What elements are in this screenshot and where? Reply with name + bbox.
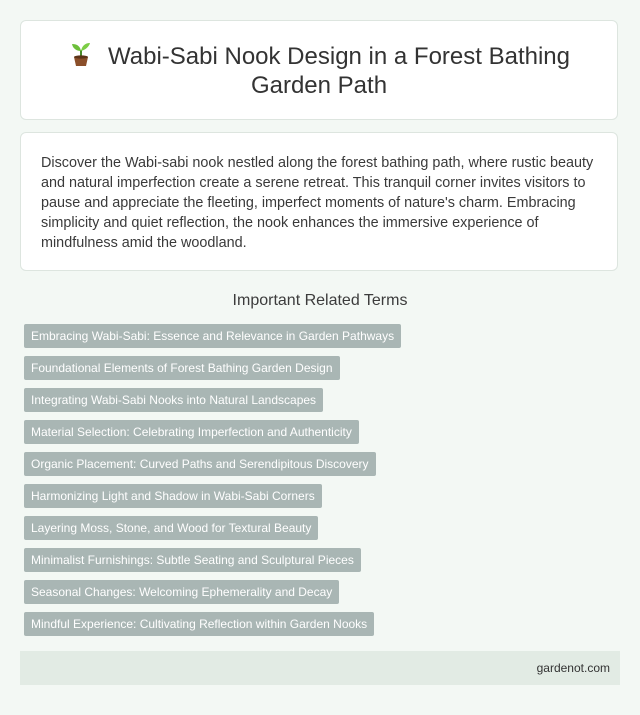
sprout-icon <box>68 41 94 67</box>
term-chip[interactable]: Foundational Elements of Forest Bathing Garden Design <box>24 356 340 380</box>
term-chip[interactable]: Mindful Experience: Cultivating Reflection within Garden Nooks <box>24 612 374 636</box>
term-chip[interactable]: Minimalist Furnishings: Subtle Seating and Sculptural Pieces <box>24 548 361 572</box>
related-terms-list <box>24 324 616 644</box>
related-terms-heading: Important Related Terms <box>232 292 408 309</box>
term-chip[interactable]: Material Selection: Celebrating Imperfection and Authenticity <box>24 420 359 444</box>
term-chip[interactable]: Seasonal Changes: Welcoming Ephemerality and Decay <box>24 580 339 604</box>
term-chip[interactable]: Organic Placement: Curved Paths and Serendipitous Discovery <box>24 452 376 476</box>
intro-paragraph: Discover the Wabi-sabi nook nestled along the forest bathing path, where rustic beauty and natural imperfection create a serene retreat. This tranquil corner invites visitors to pause and appreciate the fleeting, imperfect moments of nature's charm. Embracing simplicity and quiet reflection, the nook enhances the immersive experience of mindfulness amid the woodland. <box>41 155 594 251</box>
page-title-text: Wabi-Sabi Nook Design in a Forest Bathing Garden Path <box>108 42 570 99</box>
term-chip[interactable]: Embracing Wabi-Sabi: Essence and Relevance in Garden Pathways <box>24 324 401 348</box>
term-chip[interactable]: Layering Moss, Stone, and Wood for Textural Beauty <box>24 516 318 540</box>
intro-card <box>20 132 618 271</box>
page-title <box>51 41 587 100</box>
term-chip[interactable]: Integrating Wabi-Sabi Nooks into Natural Landscapes <box>24 388 323 412</box>
footer-site-link[interactable]: gardenot.com <box>536 661 610 675</box>
term-chip[interactable]: Harmonizing Light and Shadow in Wabi-Sabi Corners <box>24 484 322 508</box>
title-card <box>20 20 618 120</box>
footer <box>20 651 620 685</box>
